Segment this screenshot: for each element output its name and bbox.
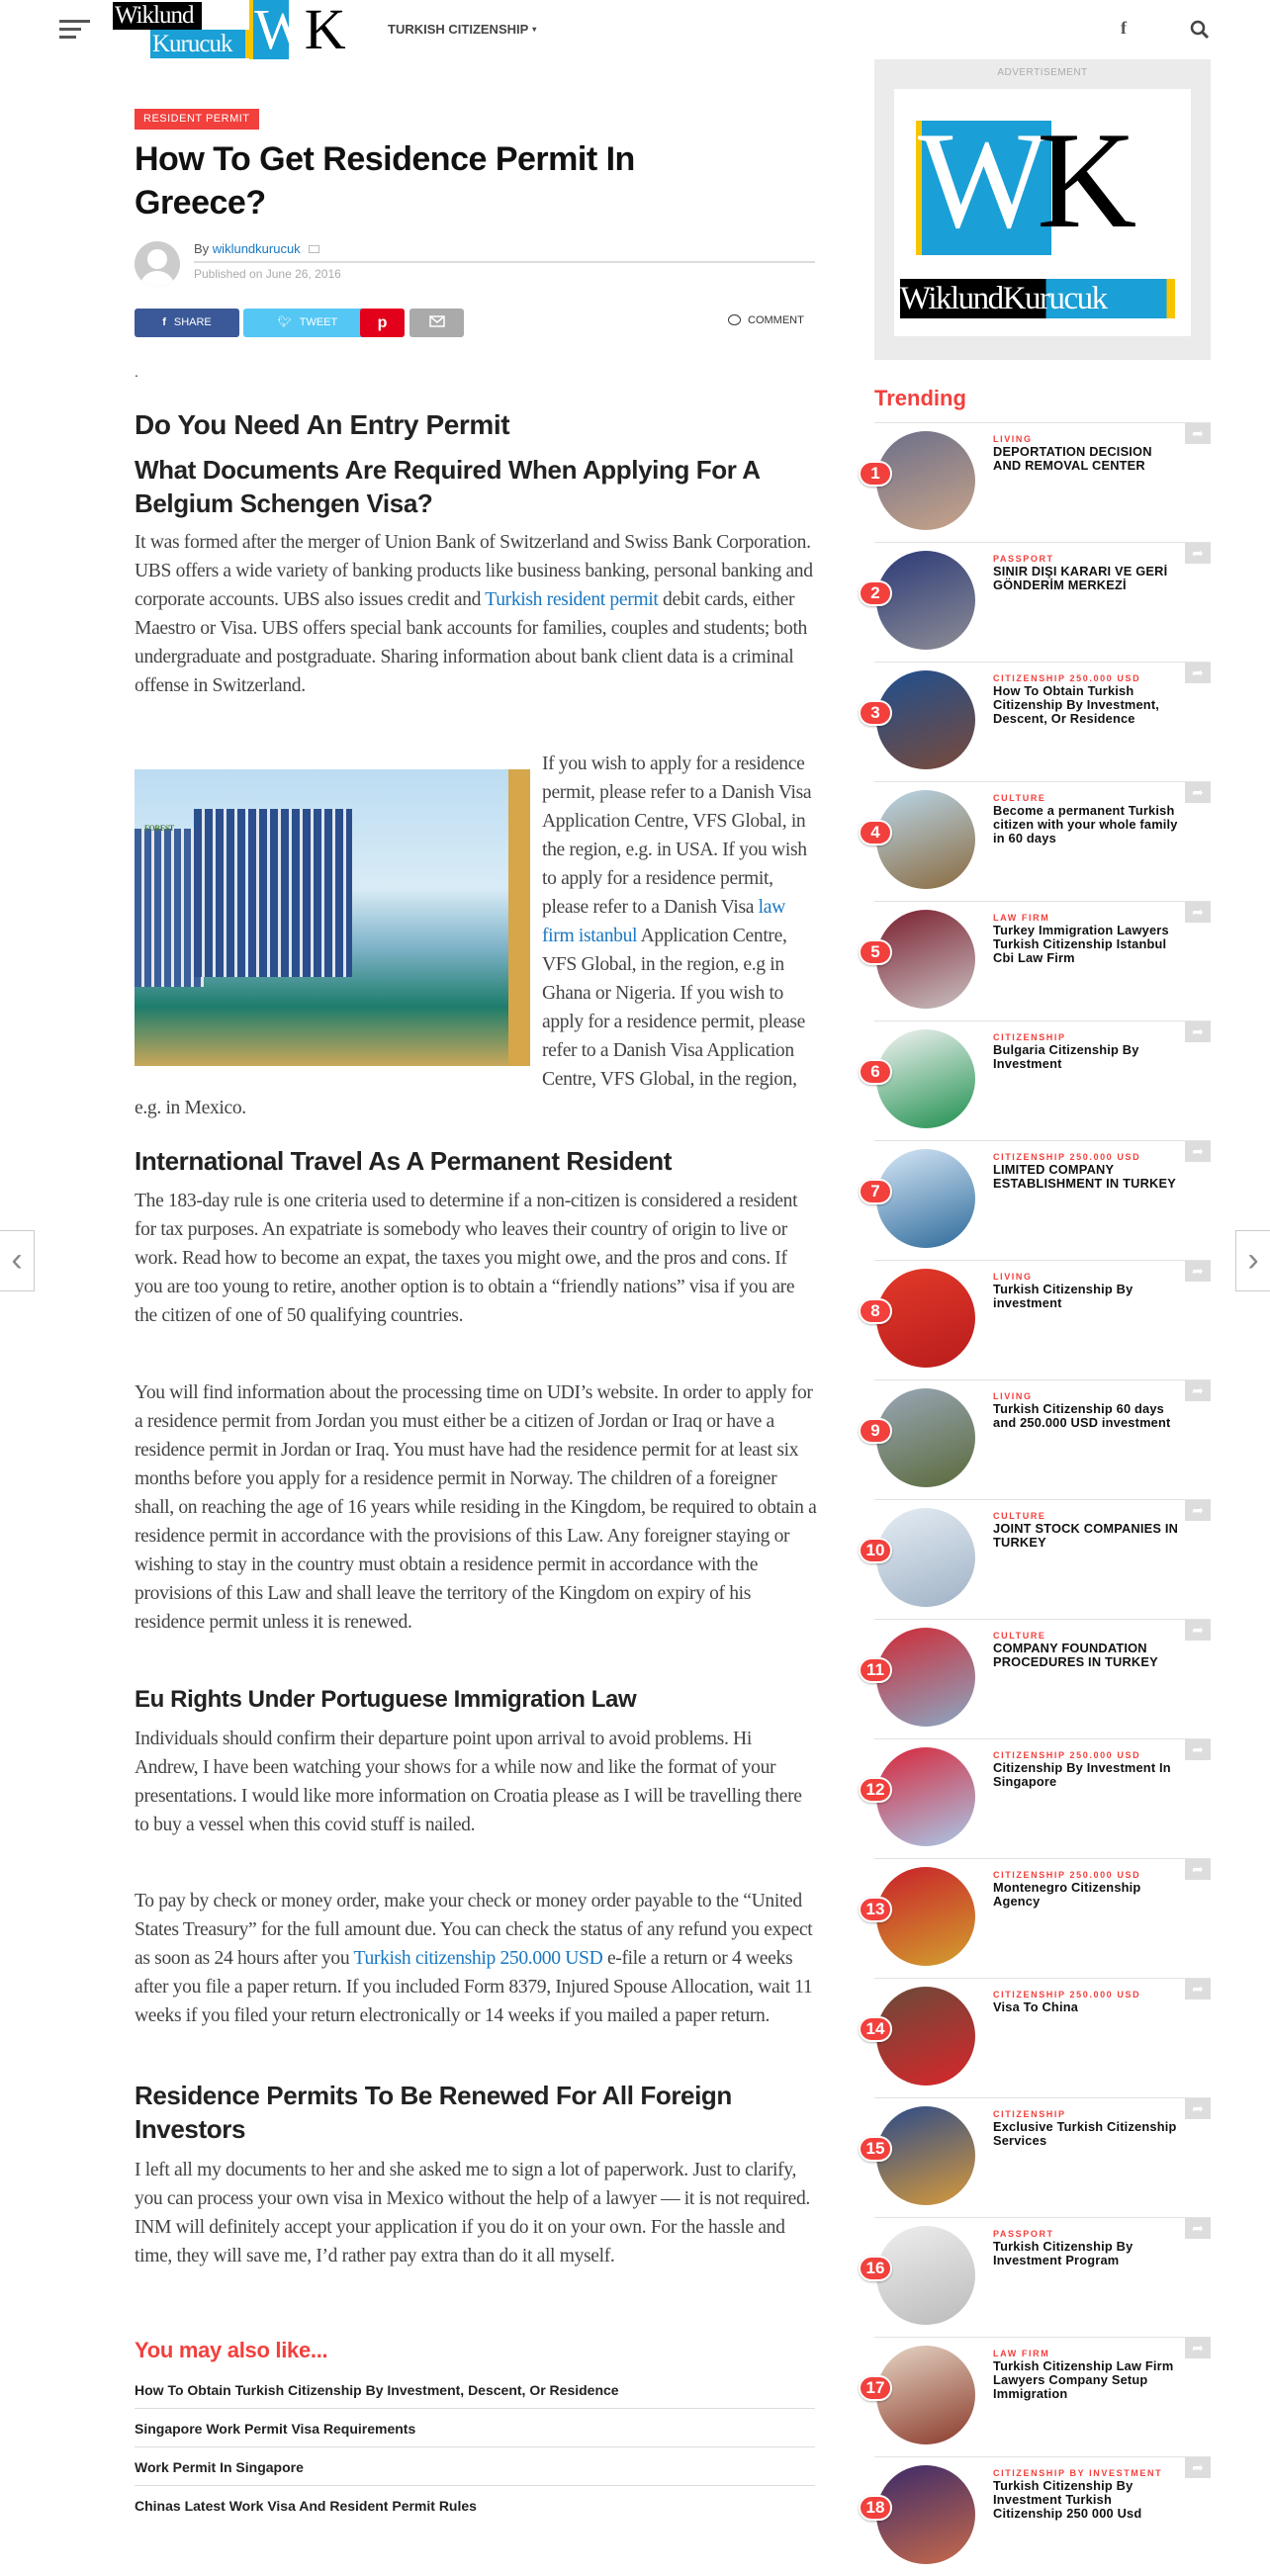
share-icon[interactable]: ➦	[1185, 423, 1211, 444]
trending-category[interactable]: CITIZENSHIP BY INVESTMENT	[993, 2468, 1163, 2478]
share-icon[interactable]: ➦	[1185, 902, 1211, 923]
share-icon[interactable]: ➦	[1185, 1979, 1211, 1999]
link-law-firm-istanbul[interactable]: law firm istanbul	[542, 897, 785, 946]
trending-item[interactable]	[865, 2097, 1211, 2217]
share-icon[interactable]: ➦	[1185, 782, 1211, 803]
trending-thumbnail[interactable]	[876, 1149, 975, 1248]
trending-item[interactable]	[865, 1499, 1211, 1619]
paragraph: Individuals should confirm their departure point upon arrival to avoid problems. Hi Andrew, I have been watching your shows for a while now and like the format of your presentations. I would like more information on Croatia please as I will be travelling there to buy a vessel when this covid stuff is nailed.	[135, 1729, 802, 1835]
logo-mark: WK	[254, 0, 342, 61]
facebook-icon: f	[162, 316, 166, 328]
trending-item[interactable]	[866, 1619, 1211, 1738]
trending-item[interactable]	[865, 2217, 1211, 2337]
comment-link[interactable]: COMMENT	[728, 314, 804, 326]
trending-thumbnail[interactable]	[876, 2226, 975, 2325]
trending-category[interactable]: CULTURE	[993, 1511, 1046, 1521]
next-post-arrow[interactable]: ›	[1235, 1230, 1270, 1291]
trending-category[interactable]: CITIZENSHIP 250.000 USD	[993, 673, 1141, 683]
trending-category[interactable]: CITIZENSHIP 250.000 USD	[993, 1990, 1141, 1999]
trending-category[interactable]: PASSPORT	[993, 554, 1054, 564]
trending-title[interactable]: Turkish Citizenship By Investment Turkish Citizenship 250 000 Usd	[993, 2478, 1142, 2521]
comment-icon	[728, 314, 741, 325]
logo-text-top: Wiklund	[113, 2, 202, 30]
image-logo: FOREST	[144, 824, 174, 833]
heading-entry-permit: Do You Need An Entry Permit	[135, 409, 510, 440]
trending-item[interactable]	[870, 781, 1211, 901]
trending-item[interactable]	[870, 662, 1211, 781]
trending-title[interactable]: COMPANY FOUNDATION PROCEDURES IN TURKEY	[993, 1641, 1158, 1669]
article-title: How To Get Residence Permit In Greece?	[135, 140, 635, 222]
ad-logo-mark: WK	[918, 104, 1126, 257]
trending-category[interactable]: LIVING	[993, 1272, 1033, 1282]
related-post-link[interactable]: How To Obtain Turkish Citizenship By Investment, Descent, Or Residence	[135, 2371, 815, 2409]
search-icon[interactable]	[1190, 20, 1210, 40]
text-dot: .	[135, 364, 138, 380]
share-icon[interactable]: ➦	[1185, 2098, 1211, 2119]
trending-category[interactable]: LIVING	[993, 1391, 1033, 1401]
trending-rank-badge: 13	[859, 1897, 892, 1922]
logo-text-bottom: Kurucuk	[150, 30, 249, 58]
trending-title[interactable]: Montenegro Citizenship Agency	[993, 1880, 1141, 1909]
facebook-icon[interactable]: f	[1121, 18, 1127, 38]
trending-thumbnail[interactable]	[876, 1867, 975, 1966]
menu-icon[interactable]	[59, 20, 91, 42]
advertisement[interactable]	[874, 59, 1211, 360]
trending-category[interactable]: PASSPORT	[993, 2229, 1054, 2239]
trending-title[interactable]: How To Obtain Turkish Citizenship By Investment, Descent, Or Residence	[993, 683, 1160, 726]
share-icon[interactable]: ➦	[1185, 1739, 1211, 1760]
email-icon	[429, 315, 445, 327]
trending-title[interactable]: Turkish Citizenship 60 days and 250.000 USD investment	[993, 1401, 1171, 1430]
trending-item[interactable]	[870, 901, 1211, 1021]
divider	[194, 261, 815, 263]
ad-banner[interactable]	[894, 89, 1191, 336]
trending-thumbnail[interactable]	[876, 2106, 975, 2205]
trending-category[interactable]: LAW FIRM	[993, 2349, 1050, 2358]
trending-rank-badge: 14	[859, 2016, 892, 2042]
share-icon[interactable]: ➦	[1185, 663, 1211, 683]
author-avatar	[135, 241, 180, 287]
trending-item[interactable]	[865, 1738, 1211, 1858]
trending-rank-badge: 17	[859, 2375, 892, 2401]
trending-item[interactable]	[870, 1021, 1211, 1140]
trending-title[interactable]: Turkish Citizenship Law Firm Lawyers Company Setup Immigration	[993, 2358, 1174, 2401]
share-icon[interactable]: ➦	[1185, 1141, 1211, 1162]
trending-category[interactable]: CULTURE	[993, 1631, 1046, 1641]
trending-rank-badge: 8	[859, 1298, 892, 1324]
trending-thumbnail[interactable]	[876, 551, 975, 650]
trending-category[interactable]: CITIZENSHIP 250.000 USD	[993, 1870, 1141, 1880]
paragraph: You will find information about the processing time on UDI’s website. In order to apply for a residence permit from Jordan you must either be a citizen of Jordan or Iraq or have a residence permit in Jordan or Iraq. You must have had the residence permit for at least six months before you apply for a residence permit in Norway. The children of a foreigner shall, on reaching the age of 16 years while residing in the Kingdom, be required to obtain a residence permit in accordance with the provisions of this Law. Any foreigner staying or wishing to stay in the country must obtain a residence permit in accordance with the provisions of this Law and shall leave the territory of the Kingdom on expiry of his residence permit unless it is renewed.	[135, 1382, 817, 1633]
trending-category[interactable]: LIVING	[993, 434, 1033, 444]
ad-label: ADVERTISEMENT	[997, 67, 1088, 78]
published-date: Published on June 26, 2016	[194, 267, 341, 281]
trending-title[interactable]: Turkey Immigration Lawyers Turkish Citizenship Istanbul Cbi Law Firm	[993, 923, 1169, 965]
related-post-link[interactable]: Work Permit In Singapore	[135, 2448, 815, 2486]
trending-rank-badge: 18	[859, 2495, 892, 2521]
trending-rank-badge: 9	[859, 1418, 892, 1444]
trending-category[interactable]: LAW FIRM	[993, 913, 1050, 923]
twitter-icon: 🐦︎	[277, 316, 292, 328]
trending-category[interactable]: CITIZENSHIP	[993, 1032, 1066, 1042]
trending-thumbnail[interactable]	[876, 1747, 975, 1846]
trending-thumbnail[interactable]	[876, 790, 975, 889]
trending-item[interactable]	[865, 2456, 1211, 2576]
heading-residence-permits-renewed: Residence Permits To Be Renewed For All Foreign Investors	[135, 2081, 732, 2144]
trending-rank-badge: 3	[859, 700, 892, 726]
trending-thumbnail[interactable]	[876, 910, 975, 1009]
share-icon[interactable]: ➦	[1185, 1620, 1211, 1641]
trending-rank-badge: 16	[859, 2256, 892, 2281]
trending-thumbnail[interactable]	[876, 2346, 975, 2444]
share-icon[interactable]: ➦	[1185, 1500, 1211, 1521]
trending-title[interactable]: Become a permanent Turkish citizen with your whole family in 60 days	[993, 803, 1178, 845]
trending-title[interactable]: Bulgaria Citizenship By Investment	[993, 1042, 1139, 1071]
trending-title[interactable]: LIMITED COMPANY ESTABLISHMENT IN TURKEY	[993, 1162, 1176, 1191]
trending-rank-badge: 2	[859, 580, 892, 606]
share-icon[interactable]: ➦	[1185, 2457, 1211, 2478]
link-turkish-resident-permit[interactable]: Turkish resident permit	[485, 589, 659, 610]
trending-rank-badge: 11	[859, 1657, 892, 1683]
trending-category[interactable]: CITIZENSHIP 250.000 USD	[993, 1750, 1141, 1760]
related-post-link[interactable]: Singapore Work Permit Visa Requirements	[135, 2410, 815, 2447]
trending-rank-badge: 12	[859, 1777, 892, 1803]
share-icon[interactable]: ➦	[1185, 1859, 1211, 1880]
chevron-down-icon: ▾	[532, 25, 537, 34]
category-badge[interactable]: RESIDENT PERMIT	[135, 109, 259, 130]
trending-title[interactable]: SINIR DIŞI KARARI VE GERİ GÖNDERİM MERKEZİ	[993, 564, 1168, 592]
previous-post-arrow[interactable]: ‹	[0, 1230, 35, 1291]
author-link[interactable]: wiklundkurucuk	[212, 241, 301, 256]
trending-item[interactable]	[870, 542, 1211, 662]
trending-title[interactable]: Exclusive Turkish Citizenship Services	[993, 2119, 1177, 2148]
share-icon[interactable]: ➦	[1185, 543, 1211, 564]
trending-title[interactable]: JOINT STOCK COMPANIES IN TURKEY	[993, 1521, 1179, 1550]
paragraph: I left all my documents to her and she asked me to sign a lot of paperwork. Just to clarify, you can process your own visa in Mexico without the help of a lawyer — it is not required. INM will definitely accept your application if you do it on your own. For the hassle and time, they will save me, I’d rather pay extra than do it all myself.	[135, 2160, 810, 2266]
share-icon[interactable]: ➦	[1185, 1261, 1211, 1282]
heading-eu-rights: Eu Rights Under Portuguese Immigration Law	[135, 1686, 637, 1713]
trending-thumbnail[interactable]	[876, 431, 975, 530]
site-header	[0, 0, 1270, 59]
share-twitter-button[interactable]: 🐦︎ TWEET	[243, 309, 372, 337]
related-post-link[interactable]: Chinas Latest Work Visa And Resident Permit Rules	[135, 2498, 477, 2514]
trending-item[interactable]	[865, 1858, 1211, 1978]
trending-rank-badge: 4	[859, 820, 892, 845]
share-email-button[interactable]	[409, 309, 464, 337]
trending-rank-badge: 7	[859, 1179, 892, 1204]
trending-rank-badge: 5	[859, 939, 892, 965]
link-turkish-citizenship[interactable]: Turkish citizenship 250.000 USD	[353, 1948, 603, 1969]
trending-item[interactable]	[865, 1978, 1211, 2097]
author-byline: By wiklundkurucuk	[194, 241, 319, 256]
trending-thumbnail[interactable]	[876, 1628, 975, 1727]
trending-rank-badge: 6	[859, 1059, 892, 1085]
trending-item[interactable]	[870, 1260, 1211, 1379]
share-icon[interactable]: ➦	[1185, 1380, 1211, 1401]
heading-documents: What Documents Are Required When Applying For A Belgium Schengen Visa?	[135, 455, 760, 518]
paragraph: The 183-day rule is one criteria used to determine if a non-citizen is considered a resident for tax purposes. An expatriate is somebody who leaves their country of origin to live or work. Read how to become an expat, the taxes you might owe, and the pros and cons. If you are too young to retire, another option is to obtain a “friendly nations” visa if you are the citizen of one of 50 qualifying countries.	[135, 1191, 798, 1326]
trending-category[interactable]: CITIZENSHIP	[993, 2109, 1066, 2119]
trending-thumbnail[interactable]	[876, 1269, 975, 1368]
share-icon[interactable]: ➦	[1185, 1022, 1211, 1042]
share-icon[interactable]: ➦	[1185, 2338, 1211, 2358]
nav-item-turkish-citizenship[interactable]: TURKISH CITIZENSHIP ▾	[388, 22, 537, 37]
trending-heading: Trending	[874, 386, 966, 410]
trending-title[interactable]: Visa To China	[993, 1999, 1079, 2014]
trending-rank-badge: 1	[859, 461, 892, 487]
trending-item[interactable]	[870, 422, 1211, 542]
paragraph: It was formed after the merger of Union Bank of Switzerland and Swiss Bank Corporation. UBS offers a wide variety of banking products like business banking, personal banking and corporate accounts. UBS also issues credit and Turkish resident permit debit cards, either Maestro or Visa. UBS offers special bank accounts for families, couples and students; both undergraduate and postgraduate. Sharing information about bank client data is a criminal offense in Switzerland.	[135, 532, 813, 696]
trending-thumbnail[interactable]	[876, 1029, 975, 1128]
trending-item[interactable]	[865, 2337, 1211, 2456]
trending-category[interactable]: CULTURE	[993, 793, 1046, 803]
trending-rank-badge: 15	[859, 2136, 892, 2162]
article-image	[135, 769, 530, 1066]
ad-logo-name: WiklundKurucuk	[900, 279, 1175, 318]
trending-item[interactable]	[870, 1379, 1211, 1499]
trending-title[interactable]: DEPORTATION DECISION AND REMOVAL CENTER	[993, 444, 1152, 473]
site-logo[interactable]	[111, 0, 358, 59]
trending-category[interactable]: CITIZENSHIP 250.000 USD	[993, 1152, 1141, 1162]
trending-title[interactable]: Turkish Citizenship By Investment Program	[993, 2239, 1134, 2267]
trending-thumbnail[interactable]	[876, 1987, 975, 2086]
trending-item[interactable]	[870, 1140, 1211, 1260]
trending-title[interactable]: Citizenship By Investment In Singapore	[993, 1760, 1171, 1789]
trending-rank-badge: 10	[859, 1538, 892, 1563]
share-icon[interactable]: ➦	[1185, 2218, 1211, 2239]
share-facebook-button[interactable]: f SHARE	[135, 309, 239, 337]
trending-thumbnail[interactable]	[876, 1508, 975, 1607]
paragraph: To pay by check or money order, make your check or money order payable to the “United States Treasury” for the full amount due. You can check the status of any refund you expect as soon as 24 hours after you Turkish citizenship 250.000 USD e-file a return or 4 weeks after you file a paper return. If you included Form 8379, Injured Spouse Allocation, wait 11 weeks if you filed your return electronically or 14 weeks if you mailed a paper return.	[135, 1891, 813, 2026]
email-icon[interactable]	[309, 245, 319, 253]
share-pinterest-button[interactable]: p	[360, 309, 405, 337]
trending-thumbnail[interactable]	[876, 670, 975, 769]
trending-thumbnail[interactable]	[876, 2465, 975, 2564]
paragraph-with-image: FOREST If you wish to apply for a residence permit, please refer to a Danish Visa Application Centre, VFS Global, in the region, e.g. in USA. If you wish to apply for a residence permit, please refer to a Danish Visa law firm istanbul Application Centre, VFS Global, in the region, e.g in Ghana or Nigeria. If you wish to apply for a residence permit, please refer to a Danish Visa Application Centre, VFS Global, in the region, e.g. in Mexico.	[135, 754, 812, 1118]
trending-thumbnail[interactable]	[876, 1388, 975, 1487]
trending-title[interactable]: Turkish Citizenship By investment	[993, 1282, 1134, 1310]
related-posts-heading: You may also like...	[135, 2338, 328, 2362]
heading-international-travel: International Travel As A Permanent Resident	[135, 1146, 672, 1176]
